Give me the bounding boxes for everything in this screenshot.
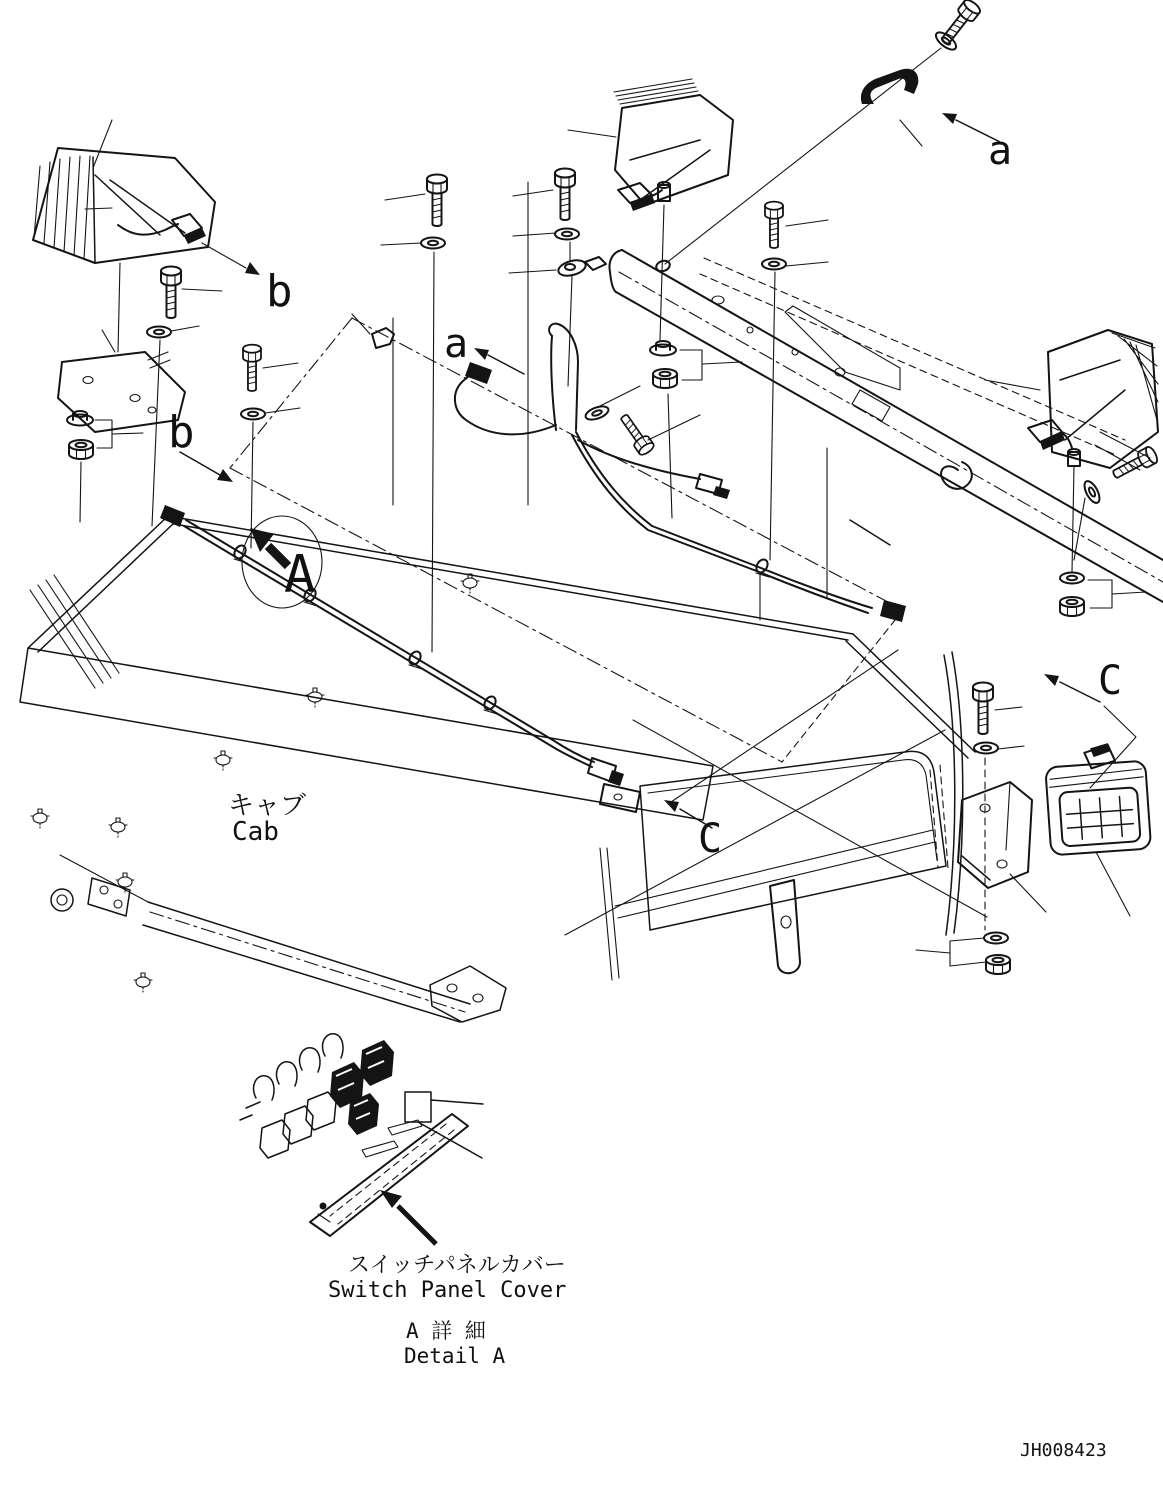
view-arrow-c-1 <box>1044 658 1136 788</box>
top-right-clamp-group <box>665 0 982 264</box>
cab-window <box>640 751 946 930</box>
view-arrow-b-1 <box>202 243 293 317</box>
left-lamp-fasteners <box>58 263 300 548</box>
view-arrow-a-2 <box>444 321 524 374</box>
cab-roof <box>20 516 975 992</box>
rear-lamp-assembly <box>916 683 1151 975</box>
view-label-c-1: C <box>1098 658 1123 704</box>
detail-a-label-jp: A 詳 細 <box>406 1319 486 1343</box>
detail-balloon-a <box>242 516 322 608</box>
work-lamp-front-left <box>33 120 215 263</box>
harness-hub <box>455 324 578 435</box>
rear-lamp-bracket <box>958 782 1032 888</box>
wiring-harness <box>160 324 906 812</box>
rear-lamp <box>1044 741 1151 856</box>
lamp-mounting-bar <box>584 202 1163 602</box>
harness-clamp-bracket <box>861 69 918 104</box>
view-label-c-2: C <box>698 816 723 862</box>
switch-panel-cover-label-en: Switch Panel Cover <box>328 1278 567 1303</box>
switch-panel-cover <box>310 1114 468 1236</box>
detail-a-label-en: Detail A <box>404 1344 506 1368</box>
terminal-tab <box>509 257 606 278</box>
switch-panel-detail <box>240 1034 566 1368</box>
view-label-b-1: b <box>266 266 293 317</box>
hidden-mounting-plane <box>230 318 903 762</box>
cab-body <box>51 652 987 1022</box>
work-lamp-front-center <box>568 79 733 340</box>
drawing-number: JH008423 <box>1020 1440 1107 1461</box>
cab-label-jp: キャブ <box>228 791 307 821</box>
view-label-a-1: a <box>988 128 1013 174</box>
view-arrow-a-1 <box>942 113 1012 174</box>
view-arrow-b-2 <box>168 407 233 482</box>
switch-cluster <box>240 1034 394 1158</box>
detail-balloon-label: A <box>284 545 316 605</box>
door-strap <box>770 880 800 973</box>
detail-a-arrow <box>380 1190 436 1244</box>
view-arrow-c-2 <box>664 650 898 862</box>
switch-panel-cover-label-jp: スイッチパネルカバー <box>348 1253 566 1278</box>
view-label-b-2: b <box>168 407 195 458</box>
center-fasteners <box>352 169 606 653</box>
view-label-a-2: a <box>444 321 469 367</box>
roof-bracket <box>430 966 506 1022</box>
cab-label-en: Cab <box>232 817 279 847</box>
